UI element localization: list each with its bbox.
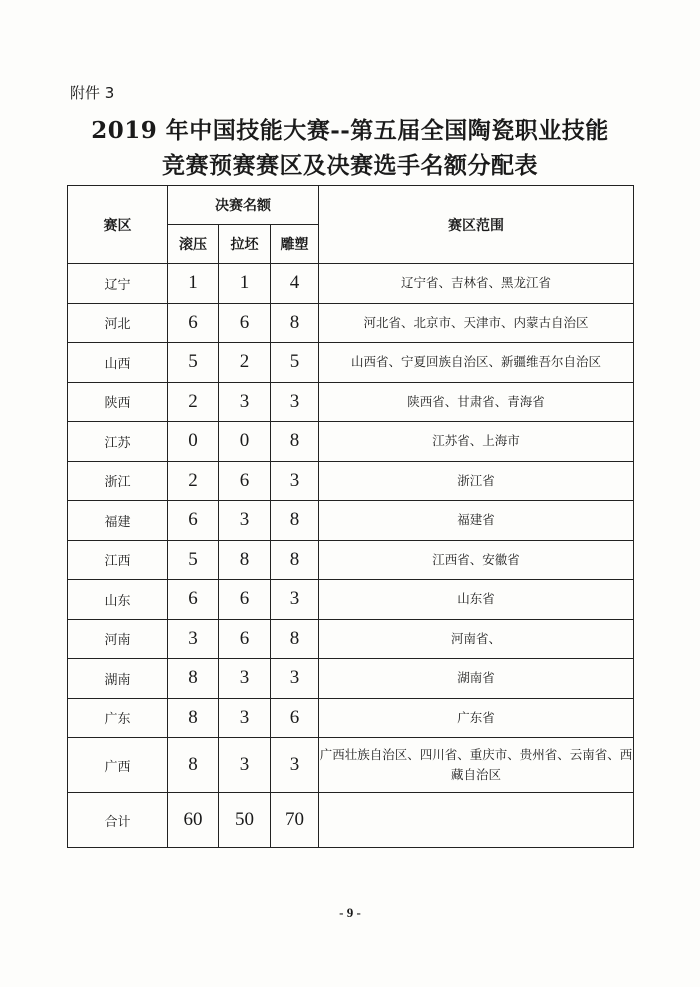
document-title-line-1: 2019 年中国技能大赛--第五届全国陶瓷职业技能 xyxy=(91,117,609,144)
table-row xyxy=(68,461,634,501)
scope-cell: 广东省 xyxy=(319,698,634,738)
rolling-quota: 1 xyxy=(168,264,219,304)
sculpture-quota: 8 xyxy=(271,540,319,580)
scope-cell: 浙江省 xyxy=(319,461,634,501)
rolling-quota: 2 xyxy=(168,382,219,422)
scope-cell: 山西省、宁夏回族自治区、新疆维吾尔自治区 xyxy=(319,343,634,383)
throwing-quota: 3 xyxy=(219,382,271,422)
table-header-row xyxy=(68,186,634,225)
total-sculpture: 70 xyxy=(271,793,319,848)
scope-cell: 河南省、 xyxy=(319,619,634,659)
region-cell: 江苏 xyxy=(68,422,168,462)
header-region: 赛区 xyxy=(68,186,168,264)
page-number: - 9 - xyxy=(339,905,361,920)
scope-cell: 陕西省、甘肃省、青海省 xyxy=(319,382,634,422)
total-throwing: 50 xyxy=(219,793,271,848)
table-row xyxy=(68,303,634,343)
throwing-quota: 1 xyxy=(219,264,271,304)
table-row xyxy=(68,343,634,383)
total-rolling: 60 xyxy=(168,793,219,848)
region-cell: 山西 xyxy=(68,343,168,383)
rolling-quota: 8 xyxy=(168,698,219,738)
region-cell: 江西 xyxy=(68,540,168,580)
region-cell: 广东 xyxy=(68,698,168,738)
region-cell: 辽宁 xyxy=(68,264,168,304)
sculpture-quota: 8 xyxy=(271,501,319,541)
document-title-line-2: 竞赛预赛赛区及决赛选手名额分配表 xyxy=(162,152,538,179)
rolling-quota: 2 xyxy=(168,461,219,501)
region-cell: 广西 xyxy=(68,738,168,793)
sculpture-quota: 8 xyxy=(271,619,319,659)
header-rolling: 滚压 xyxy=(168,225,219,264)
rolling-quota: 6 xyxy=(168,501,219,541)
throwing-quota: 8 xyxy=(219,540,271,580)
table-row xyxy=(68,540,634,580)
region-cell: 陕西 xyxy=(68,382,168,422)
scope-cell: 江西省、安徽省 xyxy=(319,540,634,580)
sculpture-quota: 3 xyxy=(271,382,319,422)
header-sculpture: 雕塑 xyxy=(271,225,319,264)
table-row xyxy=(68,738,634,793)
scope-cell: 广西壮族自治区、四川省、重庆市、贵州省、云南省、西藏自治区 xyxy=(319,738,634,793)
header-throwing: 拉坯 xyxy=(219,225,271,264)
rolling-quota: 0 xyxy=(168,422,219,462)
region-cell: 湖南 xyxy=(68,659,168,699)
total-label: 合计 xyxy=(68,793,168,848)
scope-cell: 江苏省、上海市 xyxy=(319,422,634,462)
sculpture-quota: 3 xyxy=(271,659,319,699)
sculpture-quota: 5 xyxy=(271,343,319,383)
throwing-quota: 6 xyxy=(219,303,271,343)
scope-cell: 河北省、北京市、天津市、内蒙古自治区 xyxy=(319,303,634,343)
total-scope xyxy=(319,793,634,848)
table-row xyxy=(68,422,634,462)
throwing-quota: 3 xyxy=(219,501,271,541)
sculpture-quota: 4 xyxy=(271,264,319,304)
scope-cell: 湖南省 xyxy=(319,659,634,699)
throwing-quota: 6 xyxy=(219,619,271,659)
sculpture-quota: 8 xyxy=(271,422,319,462)
throwing-quota: 0 xyxy=(219,422,271,462)
table-row xyxy=(68,619,634,659)
region-cell: 浙江 xyxy=(68,461,168,501)
scope-cell: 福建省 xyxy=(319,501,634,541)
sculpture-quota: 8 xyxy=(271,303,319,343)
sculpture-quota: 6 xyxy=(271,698,319,738)
region-cell: 山东 xyxy=(68,580,168,620)
table-row xyxy=(68,382,634,422)
throwing-quota: 3 xyxy=(219,698,271,738)
header-final-quota: 决赛名额 xyxy=(168,186,319,225)
throwing-quota: 2 xyxy=(219,343,271,383)
table-row xyxy=(68,580,634,620)
throwing-quota: 3 xyxy=(219,659,271,699)
rolling-quota: 8 xyxy=(168,738,219,793)
region-cell: 福建 xyxy=(68,501,168,541)
table-total-row xyxy=(68,793,634,848)
sculpture-quota: 3 xyxy=(271,738,319,793)
rolling-quota: 6 xyxy=(168,303,219,343)
rolling-quota: 3 xyxy=(168,619,219,659)
scope-cell: 山东省 xyxy=(319,580,634,620)
throwing-quota: 6 xyxy=(219,580,271,620)
sculpture-quota: 3 xyxy=(271,461,319,501)
rolling-quota: 5 xyxy=(168,343,219,383)
header-scope: 赛区范围 xyxy=(319,186,634,264)
table-row xyxy=(68,264,634,304)
table-row xyxy=(68,698,634,738)
region-cell: 河南 xyxy=(68,619,168,659)
sculpture-quota: 3 xyxy=(271,580,319,620)
rolling-quota: 6 xyxy=(168,580,219,620)
throwing-quota: 3 xyxy=(219,738,271,793)
table-row xyxy=(68,501,634,541)
attachment-label: 附件 3 xyxy=(70,84,115,102)
quota-allocation-table xyxy=(67,185,634,848)
throwing-quota: 6 xyxy=(219,461,271,501)
rolling-quota: 5 xyxy=(168,540,219,580)
table-row xyxy=(68,659,634,699)
scope-cell: 辽宁省、吉林省、黑龙江省 xyxy=(319,264,634,304)
region-cell: 河北 xyxy=(68,303,168,343)
rolling-quota: 8 xyxy=(168,659,219,699)
